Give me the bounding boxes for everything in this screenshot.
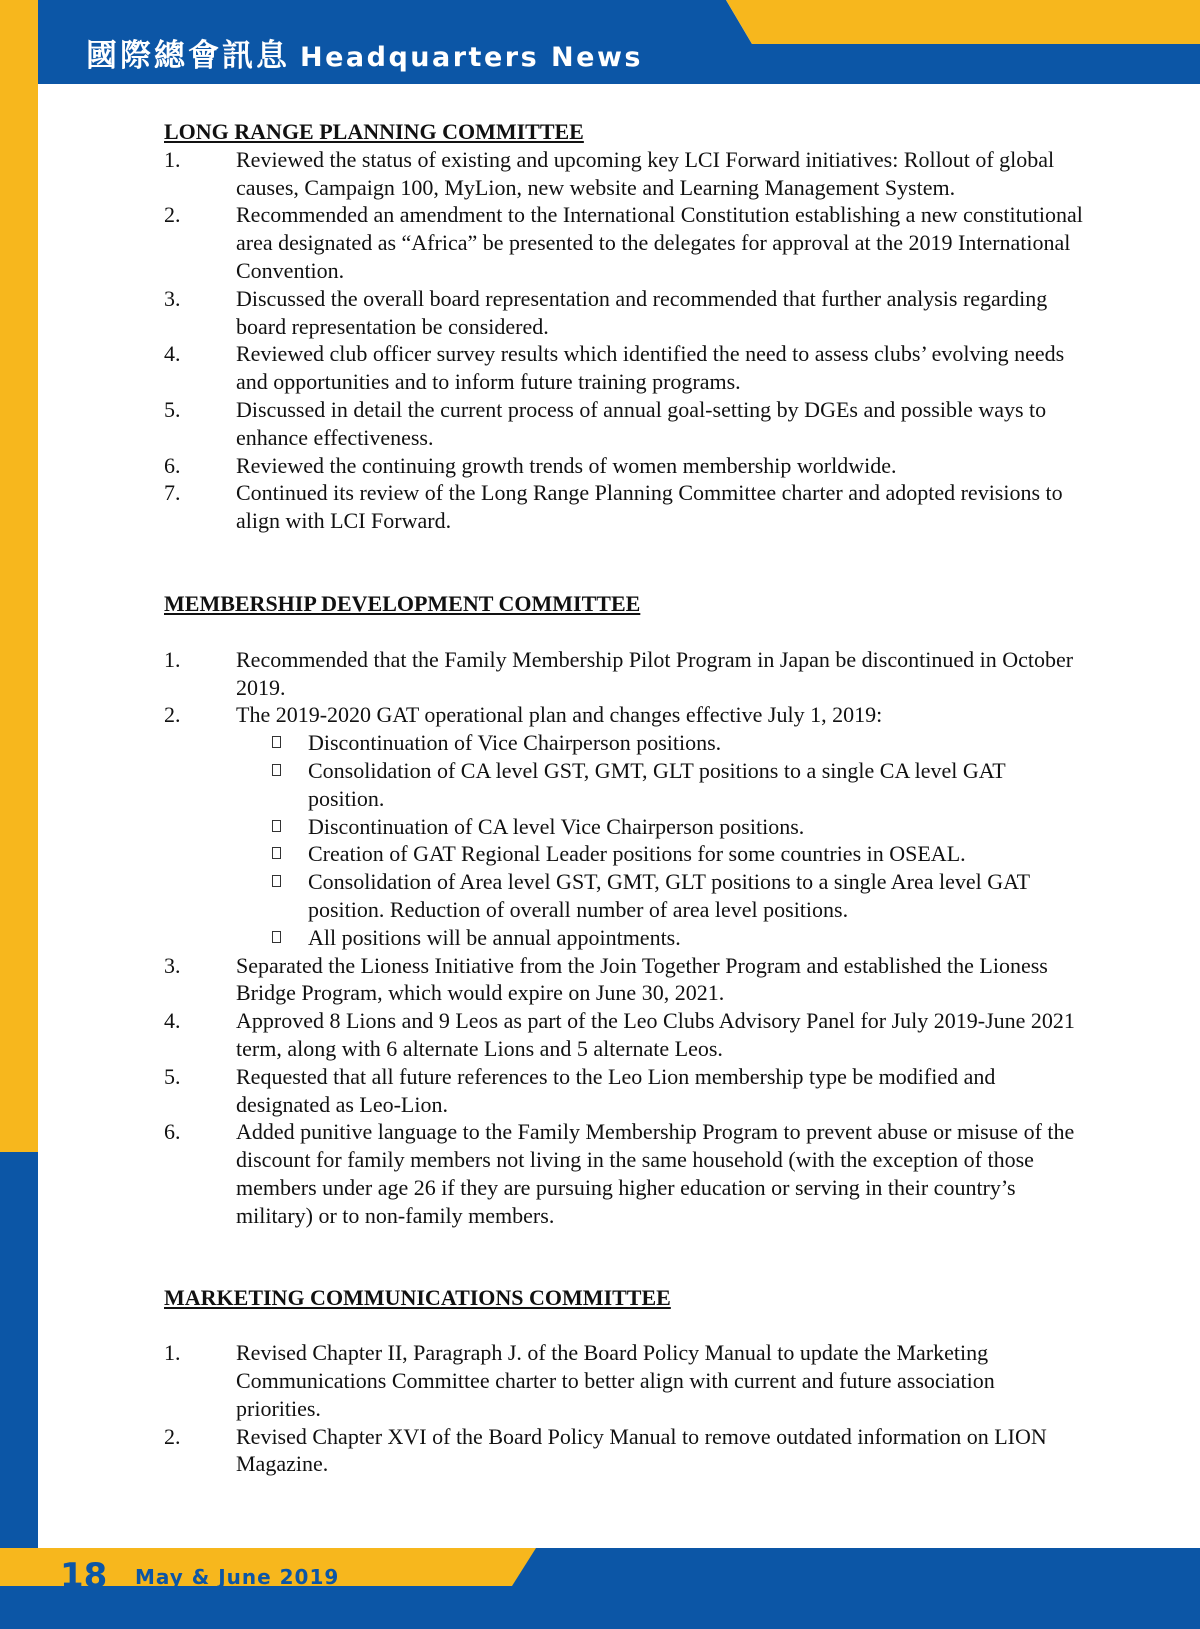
- item-number: 3.: [164, 285, 181, 311]
- spacer: [164, 1312, 1084, 1339]
- checkbox-bullet-icon: [272, 847, 281, 859]
- item-text: Reviewed the status of existing and upcoming key LCI Forward initiatives: Rollout of global causes, Campaign 100, MyLion, new website and Learning Management System.: [236, 146, 1055, 200]
- checkbox-bullet-icon: [272, 820, 281, 832]
- spacer: [164, 1229, 1084, 1257]
- header-title: [86, 30, 643, 75]
- sub-list-item: [308, 840, 1084, 868]
- item-number: 2.: [164, 702, 181, 728]
- checkbox-bullet-icon: [272, 875, 281, 887]
- spacer: [164, 618, 1084, 646]
- list-item: [164, 1063, 1084, 1119]
- sub-item-text: Discontinuation of Vice Chairperson positions.: [308, 730, 722, 756]
- item-number: 1.: [164, 1340, 181, 1366]
- item-text: Continued its review of the Long Range Planning Committee charter and adopted revisions to align with LCI Forward.: [236, 480, 1063, 534]
- section-title-long-range-planning: LONG RANGE PLANNING COMMITTEE: [164, 119, 584, 144]
- item-number: 4.: [164, 1008, 181, 1034]
- sub-item-text: Consolidation of CA level GST, GMT, GLT positions to a single CA level GAT position.: [308, 757, 1006, 811]
- item-number: 5.: [164, 1063, 181, 1089]
- item-text: Separated the Lioness Initiative from the Join Together Program and established the Lioness Bridge Program, which would expire on June 30, 2021.: [236, 952, 1048, 1006]
- item-text: Approved 8 Lions and 9 Leos as part of the Leo Clubs Advisory Panel for July 2019-June 2021 term, along with 6 alternate Lions and 5 alternate Leos.: [236, 1008, 1075, 1061]
- list-item: [164, 285, 1084, 341]
- item-number: 2.: [164, 1423, 181, 1449]
- section-title-membership-development: MEMBERSHIP DEVELOPMENT COMMITTEE: [164, 590, 641, 616]
- item-number: 1.: [164, 646, 181, 672]
- list-item: [164, 952, 1084, 1008]
- sub-list-item: [308, 729, 1084, 757]
- page-number: 18: [60, 1556, 108, 1596]
- list-item: [164, 1339, 1084, 1422]
- checkbox-bullet-icon: [272, 736, 281, 748]
- item-number: 7.: [164, 480, 181, 506]
- sub-item-text: Creation of GAT Regional Leader positions for some countries in OSEAL.: [308, 841, 966, 867]
- item-number: 4.: [164, 341, 181, 367]
- checkbox-bullet-icon: [272, 764, 281, 776]
- list-item: [164, 1423, 1084, 1479]
- list-item: [164, 646, 1084, 702]
- item-text: Added punitive language to the Family Membership Program to prevent abuse or misuse of the discount for family members not living in the same household (with the exception of those members under age 26 if they are pursuing higher education or serving in their country’s military) or to non-family members.: [236, 1119, 1075, 1228]
- sub-list-item: [308, 813, 1084, 841]
- list-item: [164, 452, 1084, 480]
- item-text: The 2019-2020 GAT operational plan and changes effective July 1, 2019:: [236, 702, 883, 728]
- list-item: [164, 1118, 1084, 1229]
- issue-date: May & June 2019: [135, 1565, 340, 1589]
- item-number: 3.: [164, 952, 181, 978]
- item-text: Reviewed club officer survey results which identified the need to assess clubs’ evolving needs and opportunities and to inform future training programs.: [236, 341, 1065, 395]
- list-item: [164, 201, 1084, 284]
- marketing-communications-list: [164, 1339, 1084, 1478]
- item-number: 6.: [164, 1119, 181, 1145]
- spacer: [164, 563, 1084, 590]
- item-text: Recommended an amendment to the International Constitution establishing a new constitutional area designated as “Africa” be presented to the delegates for approval at the 2019 International Convention.: [236, 202, 1083, 283]
- spacer: [164, 535, 1084, 563]
- list-item: [164, 146, 1084, 202]
- left-blue-bar: [0, 1152, 38, 1552]
- left-yellow-bar: [0, 0, 38, 1152]
- item-text: Revised Chapter XVI of the Board Policy Manual to remove outdated information on LION Magazine.: [236, 1423, 1047, 1477]
- sub-list-item: [308, 868, 1084, 924]
- item-number: 5.: [164, 396, 181, 422]
- list-item: [164, 479, 1084, 535]
- header-title-zh: 國際總會訊息: [86, 38, 290, 74]
- sub-list-item: [308, 924, 1084, 952]
- item-number: 6.: [164, 452, 181, 478]
- sub-list-item: [308, 757, 1084, 813]
- sub-item-text: Consolidation of Area level GST, GMT, GLT positions to a single Area level GAT position. Reduction of overall number of area level positions.: [308, 869, 1030, 922]
- gat-changes-sublist: [236, 729, 1084, 951]
- list-item: [164, 1007, 1084, 1063]
- section-title-marketing-communications: MARKETING COMMUNICATIONS COMMITTEE: [164, 1285, 671, 1311]
- item-text: Discussed in detail the current process of annual goal-setting by DGEs and possible ways to enhance effectiveness.: [236, 396, 1047, 450]
- sub-item-text: All positions will be annual appointments.: [308, 924, 681, 950]
- list-item: [164, 340, 1084, 396]
- membership-development-list: [164, 646, 1084, 1230]
- item-number: 1.: [164, 146, 181, 172]
- sub-item-text: Discontinuation of CA level Vice Chairperson positions.: [308, 813, 805, 839]
- spacer: [164, 1257, 1084, 1284]
- item-text: Revised Chapter II, Paragraph J. of the Board Policy Manual to update the Marketing Communications Committee charter to better align with current and future association priorities.: [236, 1340, 995, 1421]
- header-title-en: Headquarters News: [300, 42, 643, 73]
- checkbox-bullet-icon: [272, 931, 281, 943]
- item-number: 2.: [164, 202, 181, 228]
- item-text: Recommended that the Family Membership Pilot Program in Japan be discontinued in October 2019.: [236, 646, 1074, 700]
- list-item: [164, 396, 1084, 452]
- item-text: Discussed the overall board representation and recommended that further analysis regarding board representation be considered.: [236, 285, 1048, 339]
- item-text: Reviewed the continuing growth trends of women membership worldwide.: [236, 452, 897, 478]
- article-body: [164, 118, 1084, 1478]
- long-range-planning-list: [164, 146, 1084, 535]
- list-item: [164, 701, 1084, 951]
- item-text: Requested that all future references to the Leo Lion membership type be modified and designated as Leo-Lion.: [236, 1063, 996, 1117]
